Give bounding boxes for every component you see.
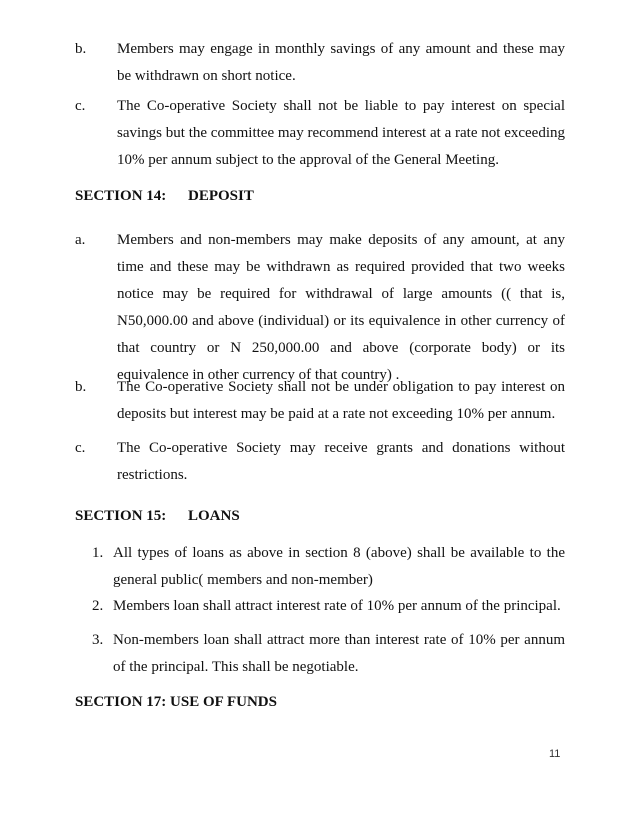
- list-text: All types of loans as above in section 8 (above) shall be available to the general public( members and non-member): [113, 545, 565, 588]
- clause-text: The Co-operative Society may receive grants and donations without restrictions.: [117, 440, 565, 483]
- clause-savings-c: [75, 93, 565, 174]
- loan-item-3: [92, 627, 565, 681]
- section-label: SECTION 17: USE OF FUNDS: [75, 694, 277, 710]
- section-14-heading: [75, 183, 254, 210]
- clause-text: Members may engage in monthly savings of any amount and these may be withdrawn on short notice.: [117, 41, 565, 84]
- section-title: DEPOSIT: [188, 188, 254, 204]
- list-text: Members loan shall attract interest rate of 10% per annum of the principal.: [113, 598, 561, 614]
- clause-deposit-a: [75, 227, 565, 389]
- page-number: 11: [549, 748, 561, 760]
- clause-text: Members and non-members may make deposits of any amount, at any time and these may be withdrawn as required provided that two weeks notice may be required for withdrawal of large amounts (( that is, N50,000.00 and above (individual) or its equivalence in other currency of that country or N 250,000.00 and above (corporate body) or its equivalence in other currency of that country) .: [117, 232, 565, 383]
- clause-text: The Co-operative Society shall not be under obligation to pay interest on deposits but interest may be paid at a rate not exceeding 10% per annum.: [117, 379, 565, 422]
- clause-marker: b.: [75, 379, 87, 395]
- list-text: Non-members loan shall attract more than interest rate of 10% per annum of the principal. This shall be negotiable.: [113, 632, 565, 675]
- loan-item-2: [92, 593, 565, 620]
- loan-item-1: [92, 540, 565, 594]
- section-title: LOANS: [188, 508, 240, 524]
- list-number: 3.: [92, 632, 104, 648]
- clause-marker: a.: [75, 232, 86, 248]
- clause-deposit-b: [75, 374, 565, 428]
- clause-marker: b.: [75, 41, 87, 57]
- clause-deposit-c: [75, 435, 565, 489]
- section-17-heading: [75, 689, 277, 716]
- clause-savings-b: [75, 36, 565, 90]
- clause-marker: c.: [75, 98, 86, 114]
- section-label: SECTION 14:: [75, 188, 167, 204]
- list-number: 2.: [92, 598, 104, 614]
- clause-text: The Co-operative Society shall not be liable to pay interest on special savings but the committee may recommend interest at a rate not exceeding 10% per annum subject to the approval of the General Meeting.: [117, 98, 565, 168]
- section-label: SECTION 15:: [75, 508, 167, 524]
- section-15-heading: [75, 503, 240, 530]
- list-number: 1.: [92, 545, 104, 561]
- clause-marker: c.: [75, 440, 86, 456]
